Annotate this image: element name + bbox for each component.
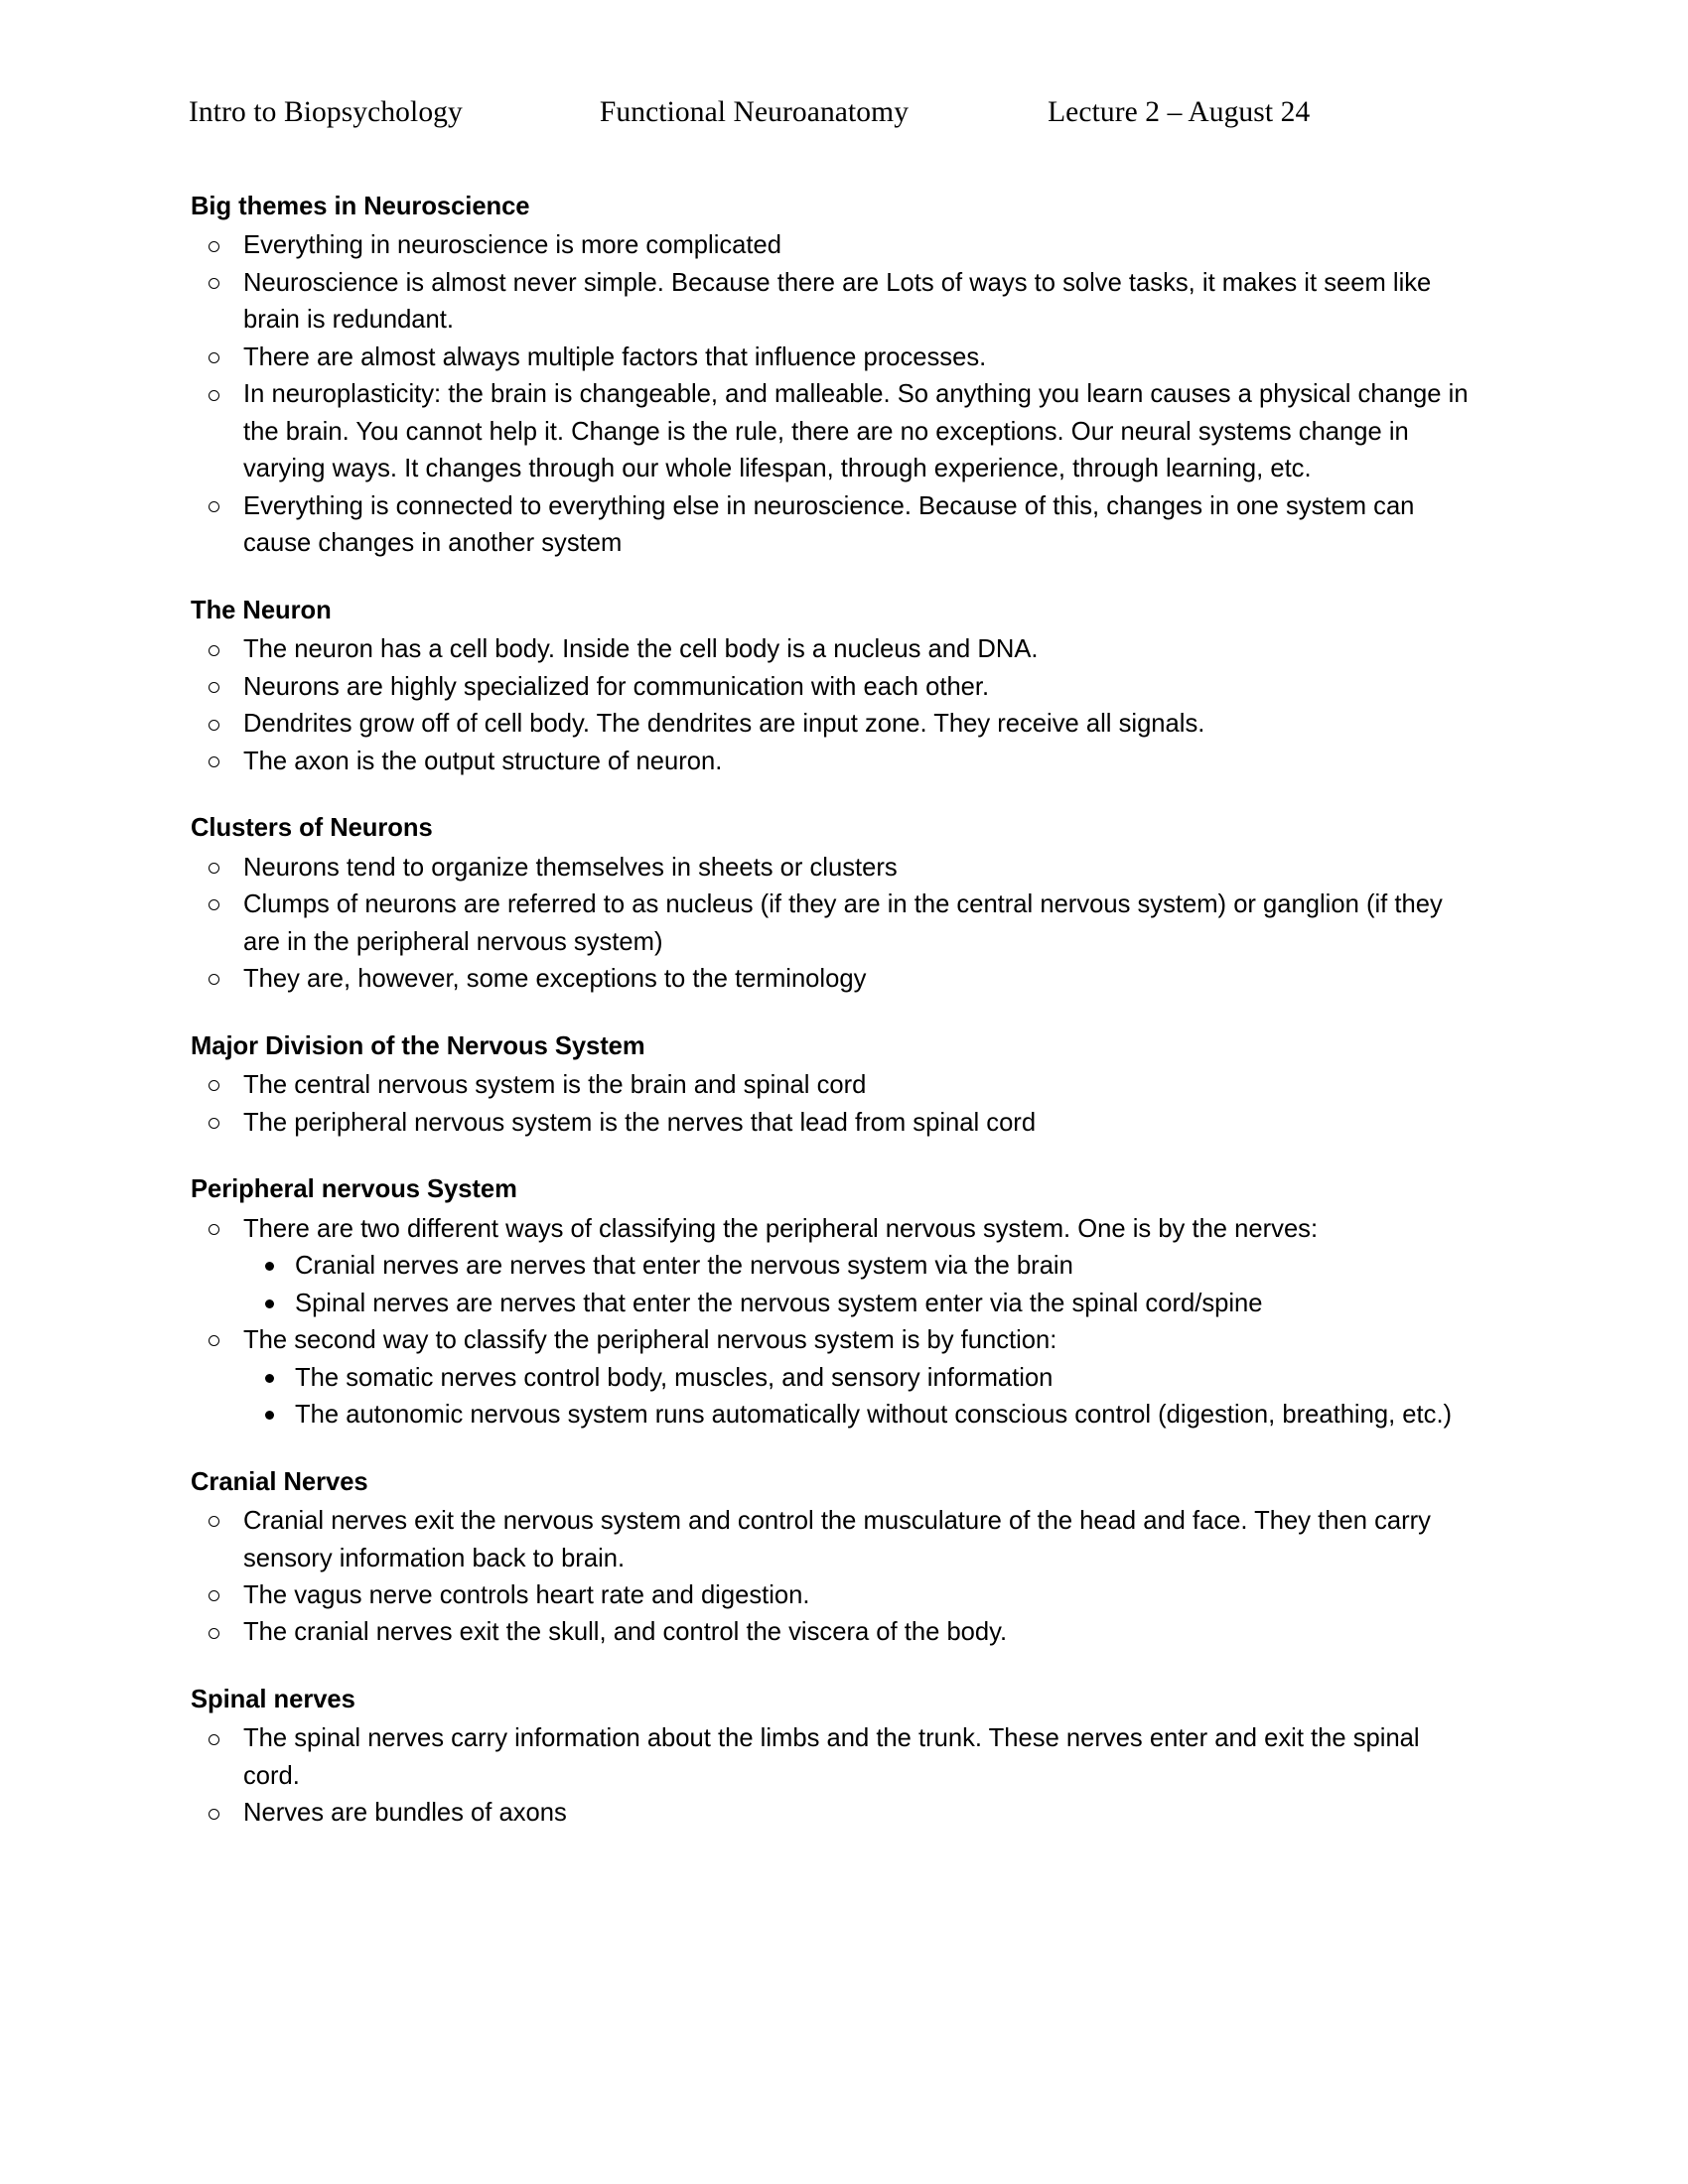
list-item-text: Neurons tend to organize themselves in sheets or clusters: [243, 853, 898, 882]
list-item-text: There are almost always multiple factors that influence processes.: [243, 342, 987, 371]
section-heading: Clusters of Neurons: [191, 814, 433, 843]
hollow-circle-bullet-icon: [209, 227, 224, 265]
notes-section: [191, 1028, 1481, 1142]
section-heading: Major Division of the Nervous System: [191, 1031, 645, 1060]
section-heading: Peripheral nervous System: [191, 1175, 517, 1204]
list-item: [191, 227, 1481, 264]
filled-circle-bullet-icon: [265, 1360, 274, 1396]
list-item: [191, 1720, 1481, 1795]
list-item: [191, 376, 1481, 487]
list-item: [191, 265, 1481, 340]
notes-section: [191, 810, 1481, 998]
list-item-text: The peripheral nervous system is the nerves that lead from spinal cord: [243, 1108, 1037, 1137]
header-lecture-label: Lecture 2 – August 24: [1048, 96, 1311, 128]
filled-circle-bullet-icon: [265, 1248, 274, 1284]
hollow-circle-bullet-icon: [209, 376, 224, 414]
list-item: [191, 1211, 1481, 1322]
list-item-text: Everything in neuroscience is more complicated: [243, 231, 781, 260]
list-item-text: Cranial nerves exit the nervous system and control the musculature of the head and face. They then carry sensory information back to brain.: [243, 1507, 1431, 1572]
list-item-text: The neuron has a cell body. Inside the cell body is a nucleus and DNA.: [243, 635, 1039, 664]
hollow-circle-bullet-icon: [209, 265, 224, 303]
list-item-text: The spinal nerves carry information about the limbs and the trunk. These nerves enter and exit the spinal cord.: [243, 1724, 1420, 1790]
sub-list-item: [243, 1248, 1481, 1285]
notes-section: [191, 593, 1481, 780]
list-item: [191, 1503, 1481, 1577]
hollow-circle-bullet-icon: [209, 340, 224, 377]
list-item-text: Neuroscience is almost never simple. Because there are Lots of ways to solve tasks, it makes it seem like brain is redundant.: [243, 268, 1432, 335]
hollow-circle-bullet-icon: [209, 488, 224, 526]
section-heading: The Neuron: [191, 596, 332, 624]
list-item-text: The cranial nerves exit the skull, and control the viscera of the body.: [243, 1618, 1008, 1647]
list-item-text: Dendrites grow off of cell body. The dendrites are input zone. They receive all signals.: [243, 710, 1205, 739]
section-heading: Spinal nerves: [191, 1685, 355, 1713]
sub-list-item-text: Cranial nerves are nerves that enter the nervous system via the brain: [295, 1252, 1073, 1281]
filled-circle-bullet-icon: [265, 1397, 274, 1433]
hollow-circle-bullet-icon: [209, 850, 224, 887]
list-item: [191, 669, 1481, 706]
list-item: [191, 850, 1481, 887]
hollow-circle-bullet-icon: [209, 1503, 224, 1541]
running-header: [189, 97, 1489, 128]
hollow-circle-bullet-icon: [209, 1105, 224, 1143]
notes-section: [191, 1464, 1481, 1652]
list-item: [191, 887, 1481, 961]
list-item: [191, 1322, 1481, 1433]
list-item: [191, 1067, 1481, 1104]
notes-section: [191, 189, 1481, 563]
hollow-circle-bullet-icon: [209, 1577, 224, 1615]
sub-list-item: [243, 1286, 1481, 1322]
list-item: [191, 488, 1481, 563]
sub-list-item-text: The autonomic nervous system runs automatically without conscious control (digestion, breathing, etc.): [295, 1401, 1453, 1430]
notes-section: [191, 1682, 1481, 1833]
filled-circle-bullet-icon: [265, 1286, 274, 1321]
list-item: [191, 631, 1481, 668]
hollow-circle-bullet-icon: [209, 744, 224, 781]
list-item: [191, 706, 1481, 743]
hollow-circle-bullet-icon: [209, 631, 224, 669]
hollow-circle-bullet-icon: [209, 1322, 224, 1360]
bullet-list: [191, 850, 1481, 999]
bullet-list: [191, 1211, 1481, 1434]
notes-body: [191, 189, 1481, 1833]
sub-list-item: [243, 1397, 1481, 1433]
bullet-list: [191, 631, 1481, 780]
hollow-circle-bullet-icon: [209, 887, 224, 924]
hollow-circle-bullet-icon: [209, 1720, 224, 1758]
notes-section: [191, 1171, 1481, 1433]
sub-bullet-list: [243, 1248, 1481, 1322]
hollow-circle-bullet-icon: [209, 1067, 224, 1105]
list-item: [191, 1614, 1481, 1651]
list-item-text: Nerves are bundles of axons: [243, 1799, 567, 1828]
list-item: [191, 744, 1481, 780]
bullet-list: [191, 227, 1481, 562]
header-course-title: Intro to Biopsychology: [189, 96, 463, 128]
section-heading: Big themes in Neuroscience: [191, 193, 530, 220]
sub-list-item: [243, 1360, 1481, 1397]
list-item: [191, 340, 1481, 376]
sub-list-item-text: Spinal nerves are nerves that enter the nervous system enter via the spinal cord/spine: [295, 1289, 1263, 1317]
list-item-text: Everything is connected to everything else in neuroscience. Because of this, changes in one system can cause changes in another system: [243, 491, 1415, 558]
list-item-text: Clumps of neurons are referred to as nucleus (if they are in the central nervous system) or ganglion (if they are in the peripheral nervous system): [243, 890, 1443, 956]
hollow-circle-bullet-icon: [209, 1795, 224, 1833]
list-item: [191, 1105, 1481, 1142]
list-item-text: The vagus nerve controls heart rate and digestion.: [243, 1580, 810, 1609]
bullet-list: [191, 1720, 1481, 1832]
list-item-text: The central nervous system is the brain and spinal cord: [243, 1071, 867, 1100]
header-topic-title: Functional Neuroanatomy: [599, 96, 910, 128]
sub-bullet-list: [243, 1360, 1481, 1434]
list-item-text: There are two different ways of classifying the peripheral nervous system. One is by the nerves:: [243, 1214, 1319, 1243]
bullet-list: [191, 1503, 1481, 1652]
hollow-circle-bullet-icon: [209, 1614, 224, 1652]
hollow-circle-bullet-icon: [209, 961, 224, 999]
sub-list-item-text: The somatic nerves control body, muscles, and sensory information: [295, 1363, 1054, 1392]
section-heading: Cranial Nerves: [191, 1467, 368, 1496]
hollow-circle-bullet-icon: [209, 669, 224, 707]
list-item-text: Neurons are highly specialized for communication with each other.: [243, 672, 990, 701]
list-item: [191, 1577, 1481, 1614]
bullet-list: [191, 1067, 1481, 1142]
hollow-circle-bullet-icon: [209, 1211, 224, 1249]
list-item: [191, 961, 1481, 998]
list-item: [191, 1795, 1481, 1832]
list-item-text: The axon is the output structure of neuron.: [243, 747, 723, 775]
list-item-text: In neuroplasticity: the brain is changeable, and malleable. So anything you learn causes a physical change in the brain. You cannot help it. Change is the rule, there are no exceptions. Our neural systems change in varying ways. It changes through our whole lifespan, through experience, through learning, etc.: [243, 380, 1469, 483]
list-item-text: The second way to classify the peripheral nervous system is by function:: [243, 1326, 1057, 1355]
hollow-circle-bullet-icon: [209, 706, 224, 744]
list-item-text: They are, however, some exceptions to the terminology: [243, 965, 867, 994]
